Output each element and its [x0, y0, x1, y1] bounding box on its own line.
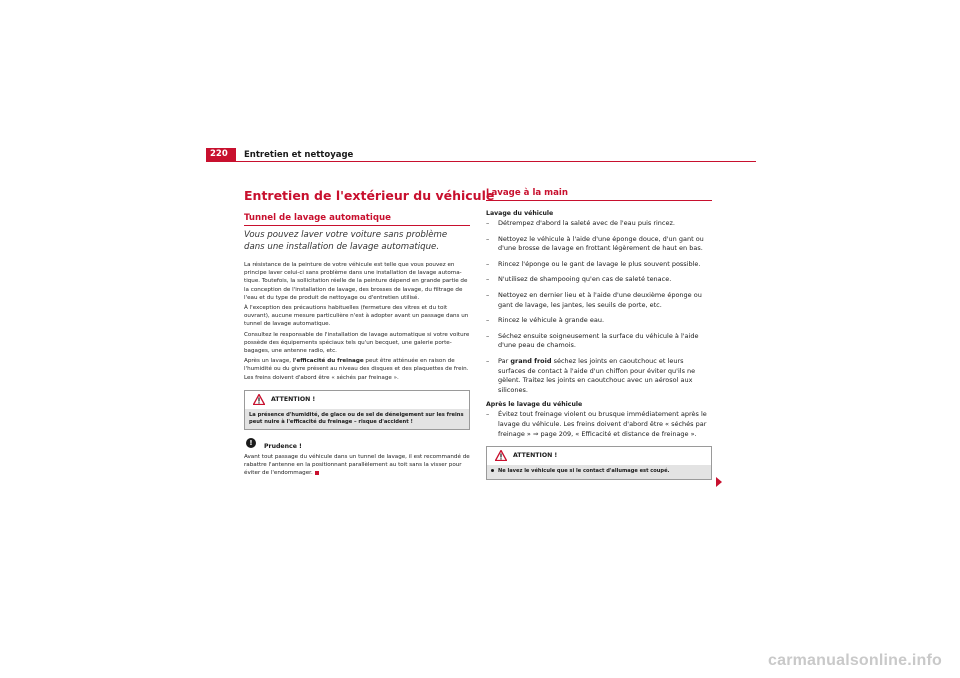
end-mark-icon [315, 471, 319, 475]
bullet-icon [491, 469, 494, 472]
list-item: – Séchez ensuite soigneusement la surface du véhicule à l'aide d'une peau de chamois. [486, 331, 699, 350]
subsection-title: Lavage à la main [486, 188, 712, 201]
list-item: – N'utilisez de shampooing qu'en cas de saleté tenace. [486, 275, 672, 284]
list-item: – Par grand froid séchez les joints en caoutchouc et leurs surfaces de contact à l'aide d'un chiffon pour éviter qu'ils ne gèlent. Traitez les joints en caoutchouc avec un aérosol aux silicones. [486, 356, 696, 394]
watermark: carmanualsonline.info [768, 652, 943, 669]
after-wash-heading: Après le lavage du véhicule [486, 401, 583, 409]
brake-paragraph: Après un lavage, l'efficacité du freinage peut être atténuée en raison de l'humidité ou du givre présent au niveau des disques et des plaquettes de frein. Les freins doivent d'abord être « séchés par freinage ». [244, 358, 469, 381]
list-item: – Nettoyez en dernier lieu et à l'aide d'une deuxième éponge ou gant de lavage, les jantes, les seuils de porte, etc. [486, 290, 702, 309]
page-number: 220 [206, 148, 236, 161]
warning-box [486, 446, 712, 479]
warning-triangle-icon [253, 394, 265, 405]
left-column [244, 188, 495, 477]
wash-heading: Lavage du véhicule [486, 210, 554, 217]
caution-note [244, 438, 470, 478]
warning-label: ATTENTION ! [513, 452, 558, 460]
list-item: – Rincez l'éponge ou le gant de lavage le plus souvent possible. [486, 259, 701, 268]
warning-triangle-icon [495, 450, 507, 461]
intro-text: Vous pouvez laver votre voiture sans problème dans une installation de lavage automatique. [244, 230, 448, 252]
section-title: Entretien et nettoyage [244, 150, 354, 160]
warning-box [244, 390, 470, 430]
paragraph: La résistance de la peinture de votre véhicule est telle que vous pouvez en principe laver celui-ci sans problème dans une installation de lavage automa-tique. Toutefois, la sollicitation réelle de la peinture dépend en grande partie de la conception de l'installation de lavage, des brosses de lavage, du filtrage de l'eau et du type de produit de nettoyage ou d'entretien utilisé. [244, 262, 468, 301]
paragraph: À l'exception des précautions habituelles (fermeture des vitres et du toit ouvrant), aucune mesure particulière n'est à adopter avant un passage dans un tunnel de lavage automatique. [244, 305, 469, 328]
caution-label: Prudence ! [264, 442, 302, 450]
subsection-title: Tunnel de lavage automatique [244, 213, 470, 226]
list-item: – Nettoyez le véhicule à l'aide d'une éponge douce, d'un gant ou d'une brosse de lavage en frottant légèrement de haut en bas. [486, 234, 704, 253]
page-title: Entretien de l'extérieur du véhicule [244, 188, 495, 203]
caution-icon: ! [246, 438, 256, 448]
list-item: – Évitez tout freinage violent ou brusque immédiatement après le lavage du véhicule. Les freins doivent d'abord être « séchés par freinage » ⇒ page 209, « Efficacité et distance de freinage ». [486, 410, 707, 438]
paragraph: Consultez le responsable de l'installation de lavage automatique si votre voiture possède des équipements spéciaux tels qu'un becquet, une galerie porte-bagages, une antenne radio, etc. [244, 331, 470, 355]
list-item: – Détrempez d'abord la saleté avec de l'eau puis rincez. [486, 219, 675, 227]
continue-arrow-icon [716, 477, 722, 487]
header-rule [206, 161, 756, 162]
list-item: – Rincez le véhicule à grande eau. [486, 316, 605, 325]
warning-text: La présence d'humidité, de glace ou de sel de déneigement sur les freins peut nuire à l'efficacité du freinage – risque d'accident ! [245, 409, 469, 429]
right-column [486, 188, 712, 480]
warning-label: ATTENTION ! [271, 395, 316, 403]
warning-text: Ne lavez le véhicule que si le contact d'allumage est coupé. [487, 465, 711, 478]
caution-text: Avant tout passage du véhicule dans un tunnel de lavage, il est recommandé de rabattre l'antenne en la positionnant parallèlement au toit sans la visser pour éviter de l'endommager. [244, 453, 470, 477]
